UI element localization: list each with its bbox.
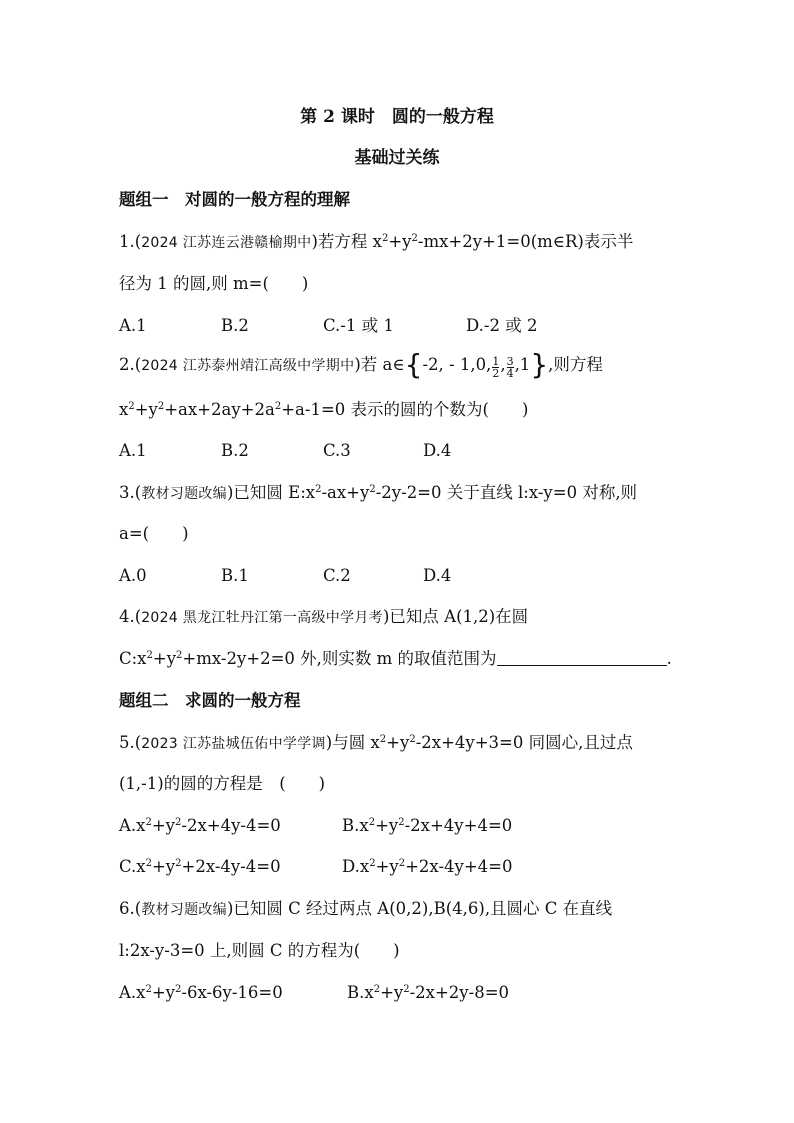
option-d[interactable]: D.4: [423, 441, 452, 460]
right-brace-icon: }: [530, 348, 549, 381]
question-3-line-1: 3.(教材习题改编)已知圆 $E:x^2-ax+y^2-2y-2=0$ 关于直线 l:x-y=0 对称,则: [119, 483, 638, 502]
option-b[interactable]: B.1: [221, 566, 249, 585]
option-d[interactable]: $D.x^2+y^2+2x-4y+4=0$: [342, 857, 513, 876]
question-6-line-2: l:2x-y-3=0 上,则圆 C 的方程为( ): [119, 941, 400, 960]
question-4-line-2: $C:x^2+y^2+mx-2y+2=0$ 外,则实数 m 的取值范围为 .: [119, 649, 672, 668]
question-6-options-row-1: [119, 982, 679, 1004]
group-2-heading: 题组二 求圆的一般方程: [119, 691, 301, 710]
option-c[interactable]: C.-1 或 1: [323, 316, 394, 335]
option-b[interactable]: B.2: [221, 441, 249, 460]
question-2-options: [119, 440, 679, 462]
section-subtitle: 基础过关练: [354, 148, 440, 168]
question-6-line-1: 6.(教材习题改编)已知圆 C 经过两点 A(0,2),B(4,6),且圆心 C 在直线: [119, 899, 613, 918]
question-5-source: 2023 江苏盐城伍佑中学学调: [141, 736, 326, 752]
option-a[interactable]: $A.x^2+y^2-6x-6y-16=0$: [119, 983, 283, 1002]
option-b[interactable]: $B.x^2+y^2-2x+2y-8=0$: [347, 983, 510, 1002]
option-b[interactable]: $B.x^2+y^2-2x+4y+4=0$: [342, 816, 513, 835]
option-c[interactable]: C.2: [323, 566, 351, 585]
option-c[interactable]: $C.x^2+y^2+2x-4y-4=0$: [119, 857, 281, 876]
question-5-options-row-2: [119, 856, 679, 878]
question-6-source: 教材习题改编: [141, 902, 227, 918]
question-1-options: [119, 315, 679, 337]
fraction: $\frac{1}{2}$: [492, 355, 500, 380]
question-4-source: 2024 黑龙江牡丹江第一高级中学月考: [141, 610, 383, 626]
question-5-line-2: (1,-1)的圆的方程是 ( ): [119, 774, 326, 793]
option-d[interactable]: D.4: [423, 566, 452, 585]
group-1-heading: 题组一 对圆的一般方程的理解: [119, 190, 350, 209]
question-2-source: 2024 江苏泰州靖江高级中学期中: [141, 358, 355, 374]
option-b[interactable]: B.2: [221, 316, 249, 335]
question-1-line-1: 1.(2024 江苏连云港赣榆期中)若方程 $x^2+y^2-mx+2y+1=0(m\in R)$表示半: [119, 232, 634, 251]
question-3-line-2: a=( ): [119, 524, 189, 543]
question-1-line-2: 径为 1 的圆,则 m=( ): [119, 274, 309, 293]
question-4-line-1: 4.(2024 黑龙江牡丹江第一高级中学月考)已知点 A(1,2)在圆: [119, 607, 529, 626]
question-3-source: 教材习题改编: [141, 486, 227, 502]
option-c[interactable]: C.3: [323, 441, 351, 460]
question-5-line-1: 5.(2023 江苏盐城伍佑中学学调)与圆 $x^2+y^2-2x+4y+3=0$ 同圆心,且过点: [119, 733, 633, 752]
question-3-options: [119, 565, 679, 587]
lesson-title: 第 2 课时 圆的一般方程: [300, 107, 494, 127]
question-5-options-row-1: [119, 815, 679, 837]
question-2-line-1: 2.(2024 江苏泰州靖江高级中学期中)若 a∈{-2, - 1,0, $\frac{1}{2}$ , $\frac{3}{4}$ ,1},则方程: [119, 348, 603, 381]
question-2-line-2: $x^2+y^2+ax+2ay+2a^2+a-1=0$ 表示的圆的个数为( ): [119, 400, 529, 419]
left-brace-icon: {: [404, 348, 423, 381]
question-1-source: 2024 江苏连云港赣榆期中: [141, 235, 312, 251]
option-a[interactable]: $A.x^2+y^2-2x+4y-4=0$: [119, 816, 281, 835]
option-a[interactable]: A.0: [119, 566, 147, 585]
option-a[interactable]: A.1: [119, 316, 147, 335]
answer-blank[interactable]: [497, 649, 667, 666]
option-a[interactable]: A.1: [119, 441, 147, 460]
option-d[interactable]: D.-2 或 2: [466, 316, 538, 335]
fraction: $\frac{3}{4}$: [506, 355, 514, 380]
